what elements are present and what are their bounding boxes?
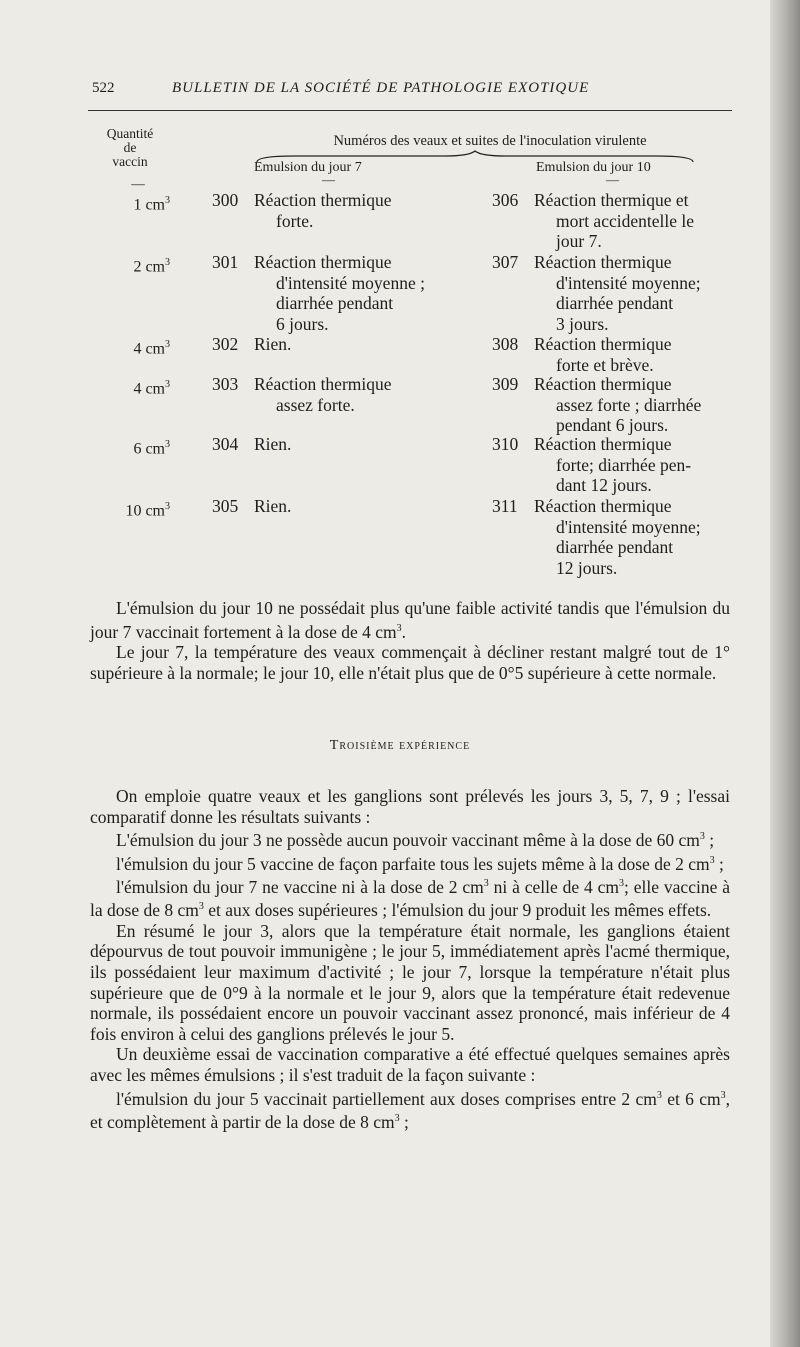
calf-number: 311 (492, 496, 518, 516)
inoculation-result (254, 252, 462, 334)
result-line: Réaction thermique (254, 374, 392, 394)
result-line: Rien. (254, 496, 292, 516)
text-run: . (401, 621, 406, 642)
inoculation-result (534, 496, 772, 578)
inoculation-result (534, 334, 772, 375)
result-line: 3 jours. (556, 313, 609, 334)
header-rule (88, 110, 732, 111)
result-line: Réaction thermique (534, 374, 672, 394)
emul7-dash: — (322, 172, 335, 187)
result-line: 12 jours. (556, 557, 618, 578)
result-line: pendant 6 jours. (556, 415, 669, 435)
result-line: Rien. (254, 334, 292, 354)
superscript: 3 (619, 878, 625, 890)
inoculation-result (254, 374, 462, 415)
result-line: Réaction thermique (534, 496, 672, 516)
superscript: 3 (165, 257, 170, 268)
result-line: dant 12 jours. (556, 475, 652, 495)
text-run: L'émulsion du jour 10 ne possédait plus qu'une faible activité tandis que l'émulsion du jour 7 vaccinait fortement à la dose de 4 cm (90, 598, 730, 642)
calf-number: 307 (492, 252, 519, 272)
result-line: forte; diarrhée pen- (556, 454, 692, 475)
superscript: 3 (165, 501, 170, 512)
text-run: L'émulsion du jour 3 ne possède aucun pouvoir vaccinant même à la dose de 60 cm (116, 830, 700, 851)
paragraph-day7 (90, 874, 730, 921)
vaccine-quantity (100, 434, 170, 459)
superscript: 3 (483, 878, 489, 890)
quantity-value: 2 cm (133, 258, 165, 276)
calf-number: 308 (492, 334, 519, 354)
superscript: 3 (656, 1089, 662, 1101)
qty-heading-line: Quantité (106, 126, 154, 141)
result-line: Réaction thermique (534, 434, 672, 454)
text-run: l'émulsion du jour 5 vaccinait partiellement aux doses comprises entre 2 cm (116, 1088, 657, 1109)
result-line: diarrhée pendant (556, 293, 674, 313)
paragraph-second-trial-day5 (90, 1086, 730, 1133)
calf-number: 303 (212, 374, 239, 394)
paragraph-day5 (90, 851, 730, 874)
paragraph-emulsion-activity (90, 598, 730, 683)
page-number: 522 (92, 80, 115, 96)
result-line: forte et brève. (556, 354, 654, 375)
result-line: assez forte ; diarrhée (556, 394, 702, 415)
text-run: ; elle vaccine à la dose de 8 cm (90, 876, 730, 921)
superscript: 3 (720, 1089, 726, 1101)
result-line: Réaction thermique (534, 252, 672, 272)
qty-dash: — (131, 176, 145, 191)
text-run: , et complètement à partir de la dose de 8 cm (90, 1088, 730, 1132)
text-run: et aux doses supérieures ; l'émulsion du jour 9 produit les mêmes effets. (203, 900, 712, 921)
vaccine-quantity (100, 374, 170, 399)
emulsion-day-10-heading: Emulsion du jour 10 (536, 160, 651, 175)
calf-number: 300 (212, 190, 239, 210)
paragraph-second-trial: Un deuxième essai de vaccination comparative a été effectué quelques semaines après avec les mêmes émulsions ; il s'est traduit de la façon suivante : (90, 1044, 730, 1086)
text-run: et 6 cm (661, 1088, 721, 1109)
calf-number: 305 (212, 496, 239, 516)
result-line: forte. (276, 210, 314, 231)
result-line: mort accidentelle le (556, 210, 694, 231)
vaccine-quantity (100, 334, 170, 359)
result-line: diarrhée pendant (556, 537, 674, 557)
result-line: Réaction thermique (534, 334, 672, 354)
inoculation-result (534, 190, 772, 252)
result-line: diarrhée pendant (276, 293, 394, 313)
superscript: 3 (165, 439, 170, 450)
inoculation-result (254, 334, 462, 355)
section-title: Troisième expérience (329, 738, 471, 753)
emul10-dash: — (606, 172, 619, 187)
result-line: 6 jours. (276, 313, 329, 334)
result-line: jour 7. (556, 231, 602, 251)
text-run: ; (714, 853, 724, 874)
result-line: d'intensité moyenne; (556, 516, 701, 537)
calf-number: 304 (212, 434, 239, 454)
superscript: 3 (198, 901, 204, 913)
paragraph-temperature: Le jour 7, la température des veaux commençait à décliner restant malgré tout de 1° supérieure à la normale; le jour 10, elle n'était plus que de 0°5 supérieure à cette normale. (90, 642, 730, 683)
calf-number: 302 (212, 334, 239, 354)
calf-number: 306 (492, 190, 519, 210)
result-line: assez forte. (276, 394, 355, 415)
running-title: BULLETIN DE LA SOCIÉTÉ DE PATHOLOGIE EXOTIQUE (172, 80, 590, 96)
vaccine-quantity (100, 190, 170, 215)
vaccine-quantity (100, 496, 170, 521)
calf-number: 310 (492, 434, 519, 454)
superscript: 3 (165, 339, 170, 350)
superscript: 3 (709, 854, 715, 866)
calf-number: 309 (492, 374, 519, 394)
inoculation-result (254, 496, 462, 517)
superscript: 3 (165, 379, 170, 390)
page-binding-edge (770, 0, 800, 1347)
paragraph-day3 (90, 827, 730, 850)
result-line: Réaction thermique (254, 190, 392, 210)
result-line: Réaction thermique (254, 252, 392, 272)
third-experiment-text (90, 786, 730, 1132)
quantity-column-heading (90, 127, 170, 169)
text-run: l'émulsion du jour 7 ne vaccine ni à la dose de 2 cm (116, 876, 484, 897)
paragraph-summary: En résumé le jour 3, alors que la température était normale, les ganglions étaient dépourvus de tout pouvoir immunigène ; le jour 5, immédiatement après l'acmé thermique, ils possédaient leur maximum d'activité ; le jour 7, lorsque la température n'était plus supérieure que de 0°9 à la normale et le jour 9, alors que la température était redevenue normale, ils possédaient encore un pouvoir vaccinant assez prononcé, mais inférieur de 4 fois environ à celui des ganglions prélevés le jour 5. (90, 920, 730, 1044)
quantity-value: 6 cm (133, 440, 165, 458)
calf-number: 301 (212, 252, 239, 272)
quantity-value: 1 cm (133, 196, 165, 214)
results-column-heading: Numéros des veaux et suites de l'inoculation virulente (333, 133, 647, 149)
emulsion-day-7-heading: Emulsion du jour 7 (254, 160, 362, 175)
paragraph-protocol: On emploie quatre veaux et les ganglions sont prélevés les jours 3, 5, 7, 9 ; l'essai comparatif donne les résultats suivants : (90, 786, 730, 827)
superscript: 3 (165, 195, 170, 206)
qty-heading-line: vaccin (112, 154, 148, 169)
inoculation-result (254, 190, 462, 231)
inoculation-result (254, 434, 462, 455)
vaccine-quantity (100, 252, 170, 277)
inoculation-result (534, 252, 772, 334)
superscript: 3 (699, 831, 705, 843)
text-run: l'émulsion du jour 5 vaccine de façon parfaite tous les sujets même à la dose de 2 cm (116, 853, 710, 874)
text-run: ; (399, 1111, 409, 1132)
quantity-value: 10 cm (125, 502, 165, 520)
result-line: Réaction thermique et (534, 190, 689, 210)
text-run: ni à celle de 4 cm (488, 876, 620, 897)
quantity-value: 4 cm (133, 380, 165, 398)
page-header (92, 80, 732, 110)
result-line: d'intensité moyenne; (556, 272, 701, 293)
text-run: ; (704, 830, 715, 851)
result-line: Rien. (254, 434, 292, 454)
superscript: 3 (394, 1113, 400, 1125)
result-line: d'intensité moyenne ; (276, 272, 425, 293)
inoculation-result (534, 374, 772, 436)
inoculation-result (534, 434, 772, 496)
quantity-value: 4 cm (133, 340, 165, 358)
superscript: 3 (396, 622, 402, 634)
qty-heading-line: de (123, 140, 137, 155)
